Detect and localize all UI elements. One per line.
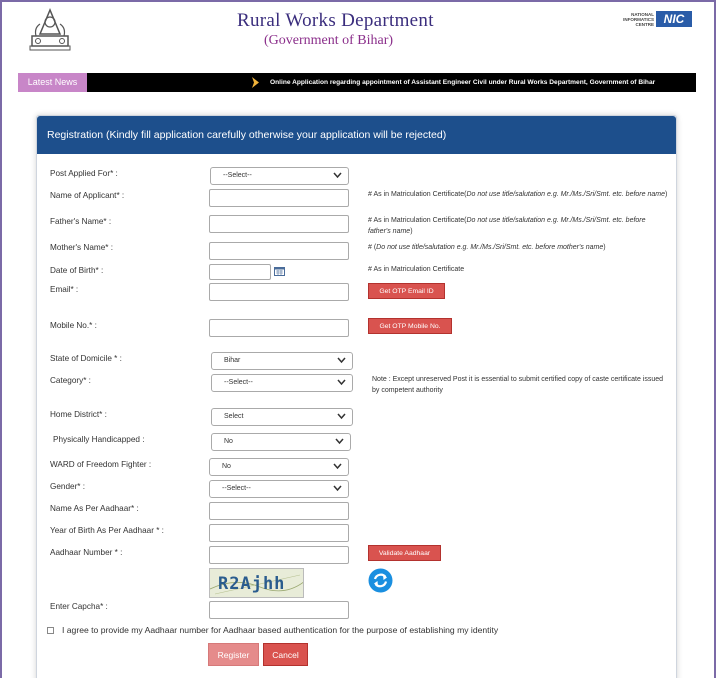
captcha-text: R2Ajhh	[218, 574, 286, 594]
agree-label: I agree to provide my Aadhaar number for Aadhaar based authentication for the purpose of establishing my identity	[62, 625, 499, 635]
get-otp-mobile-button[interactable]: Get OTP Mobile No.	[368, 318, 452, 334]
post-select[interactable]	[210, 167, 349, 185]
bihar-emblem-icon	[26, 6, 74, 54]
ph-select-value: No	[224, 438, 233, 445]
mother-note: # (Do not use title/salutation e.g. Mr./Ms./Sri/Smt. etc. before mother's name)	[368, 244, 606, 251]
aadhaar-yob-input[interactable]	[209, 524, 349, 542]
chevron-down-icon	[333, 485, 342, 492]
father-label: Father's Name* :	[50, 217, 112, 226]
gender-select-value: --Select--	[222, 485, 251, 492]
ward-select-value: No	[222, 463, 231, 470]
mobile-label: Mobile No.* :	[50, 321, 97, 330]
district-select-value: Select	[224, 413, 244, 420]
chevron-down-icon	[333, 463, 342, 470]
category-select[interactable]	[211, 374, 353, 392]
post-label: Post Applied For* :	[50, 169, 118, 178]
arrow-icon	[251, 76, 260, 89]
email-input[interactable]	[209, 283, 349, 301]
applicant-note: # As in Matriculation Certificate(Do not use title/salutation e.g. Mr./Ms./Sri/Smt. etc. before name)	[368, 191, 668, 198]
chevron-down-icon	[335, 438, 344, 445]
agree-checkbox[interactable]	[47, 627, 54, 634]
mother-label: Mother's Name* :	[50, 243, 113, 252]
ph-label: Physically Handicapped :	[53, 435, 145, 444]
captcha-input[interactable]	[209, 601, 349, 619]
dob-input[interactable]	[209, 264, 271, 280]
domicile-select[interactable]	[211, 352, 353, 370]
aadhaar-yob-label: Year of Birth As Per Aadhaar * :	[50, 526, 164, 535]
top-border	[0, 0, 716, 2]
nic-caption: NATIONAL INFORMATICS CENTRE	[623, 12, 654, 27]
dob-note: # As in Matriculation Certificate	[368, 266, 465, 273]
chevron-down-icon	[337, 413, 346, 420]
category-note: Note : Except unreserved Post it is essential to submit certified copy of caste certificate issued by competent authority	[372, 376, 664, 394]
domicile-label: State of Domicile * :	[50, 354, 122, 363]
aadhaar-name-label: Name As Per Aadhaar* :	[50, 504, 139, 513]
father-note: # As in Matriculation Certificate(Do not use title/salutation e.g. Mr./Ms./Sri/Smt. etc. before father's name)	[368, 217, 646, 235]
mobile-input[interactable]	[209, 319, 349, 337]
department-subtitle: (Government of Bihar)	[264, 33, 394, 48]
aadhaar-number-label: Aadhaar Number * :	[50, 548, 123, 557]
district-label: Home District* :	[50, 410, 107, 419]
refresh-icon[interactable]	[368, 568, 393, 593]
domicile-select-value: Bihar	[224, 357, 241, 364]
gender-select[interactable]	[209, 480, 349, 498]
father-name-input[interactable]	[209, 215, 349, 233]
captcha-image	[209, 568, 304, 598]
cancel-button[interactable]: Cancel	[263, 643, 308, 666]
dob-label: Date of Birth* :	[50, 266, 104, 275]
register-button[interactable]: Register	[208, 643, 259, 666]
aadhaar-name-input[interactable]	[209, 502, 349, 520]
calendar-icon[interactable]	[274, 266, 285, 276]
nic-logo: NIC	[656, 11, 692, 27]
captcha-label: Enter Capcha* :	[50, 602, 108, 611]
district-select[interactable]	[211, 408, 353, 426]
chevron-down-icon	[337, 379, 346, 386]
applicant-label: Name of Applicant* :	[50, 191, 125, 200]
validate-aadhaar-button[interactable]: Validate Aadhaar	[368, 545, 441, 561]
aadhaar-number-input[interactable]	[209, 546, 349, 564]
get-otp-email-button[interactable]: Get OTP Email ID	[368, 283, 445, 299]
post-select-value: --Select--	[223, 172, 252, 179]
mother-name-input[interactable]	[209, 242, 349, 260]
applicant-name-input[interactable]	[209, 189, 349, 207]
gender-label: Gender* :	[50, 482, 86, 491]
panel-heading: Registration (Kindly fill application carefully otherwise your application will be rejected)	[37, 116, 676, 154]
news-bar	[18, 73, 696, 92]
ward-select[interactable]	[209, 458, 349, 476]
ward-label: WARD of Freedom Fighter :	[50, 460, 152, 469]
ph-select[interactable]	[211, 433, 351, 451]
news-label: Latest News	[18, 73, 87, 92]
category-select-value: --Select--	[224, 379, 253, 386]
chevron-down-icon	[337, 357, 346, 364]
department-title: Rural Works Department	[237, 10, 434, 31]
category-label: Category* :	[50, 376, 91, 385]
email-label: Email* :	[50, 285, 79, 294]
news-ticker-link[interactable]: Online Application regarding appointment of Assistant Engineer Civil under Rural Works Department, Government of Bihar	[270, 79, 656, 86]
chevron-down-icon	[333, 172, 342, 179]
